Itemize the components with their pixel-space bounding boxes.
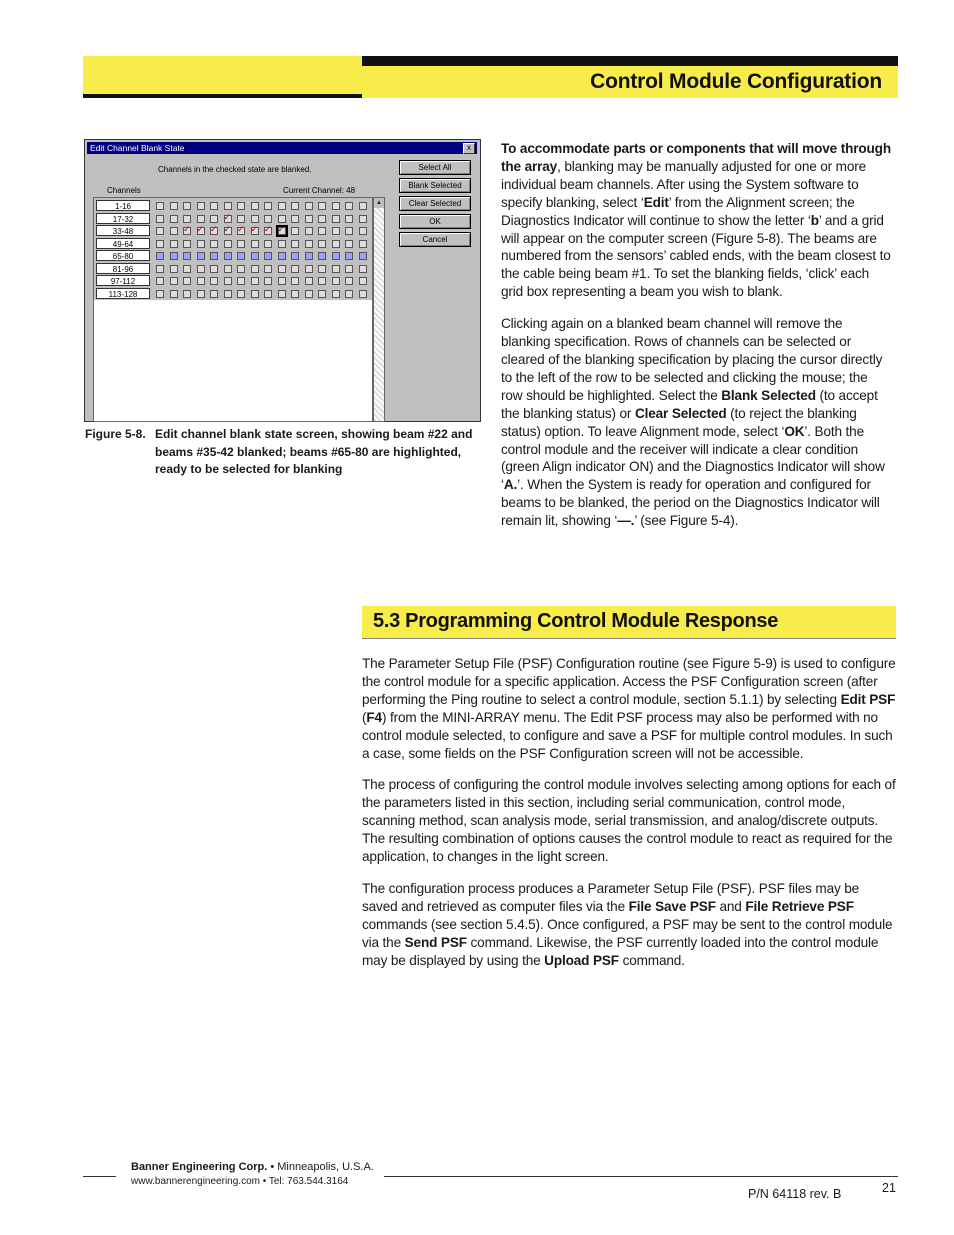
beam-checkbox[interactable] xyxy=(359,202,367,210)
beam-checkbox[interactable] xyxy=(170,277,178,285)
channel-rows xyxy=(94,198,372,300)
beam-checkbox[interactable] xyxy=(170,240,178,248)
paragraph-clicking: Clicking again on a blanked beam channel will remove the blanking specification. Rows of channels can be selected or cleared of the blanking specification by placing the cursor directly to the left of the row to be selected and clicking the mouse; the row should be highlighted. Select the Blank Selected (to accept the blanking status) or Clear Selected (to reject the blanking status) option. To leave Alignment mode, select ‘OK’. Both the control module and the receiver will indicate a clear condition (green Align indicator ON) and the Diagnostics Indicator will show ‘A.’. When the System is ready for operation and configured for beams to be blanked, the period on the Diagnostics Indicator will remain lit, showing ‘—.’ (see Figure 5-4). xyxy=(501,316,885,529)
channel-row[interactable] xyxy=(94,250,372,262)
beam-checkbox[interactable] xyxy=(251,240,259,248)
channel-row-label[interactable]: 81-96 xyxy=(96,263,150,274)
beam-checkbox[interactable] xyxy=(278,240,286,248)
caption-label: Figure 5-8. xyxy=(85,427,146,441)
channel-row-label[interactable]: 65-80 xyxy=(96,250,150,261)
beam-checkbox[interactable] xyxy=(224,290,232,298)
beam-checkbox[interactable] xyxy=(332,277,340,285)
channel-row[interactable] xyxy=(94,200,372,212)
beam-checkbox[interactable] xyxy=(251,290,259,298)
blank-selected-button[interactable]: Blank Selected xyxy=(399,178,471,193)
beam-checkbox[interactable] xyxy=(183,265,191,273)
beam-checkbox[interactable] xyxy=(359,215,367,223)
beam-checkbox[interactable] xyxy=(332,240,340,248)
beam-checkbox[interactable] xyxy=(210,252,218,260)
beam-checkbox[interactable] xyxy=(183,202,191,210)
beam-checkbox[interactable] xyxy=(345,215,353,223)
beam-checkbox[interactable] xyxy=(332,290,340,298)
beam-checkbox[interactable] xyxy=(305,240,313,248)
beam-checkbox[interactable] xyxy=(359,265,367,273)
footer-rule-right xyxy=(384,1176,898,1177)
beam-checkbox[interactable] xyxy=(305,215,313,223)
beam-checkbox[interactable] xyxy=(291,227,299,235)
beam-checkbox[interactable] xyxy=(332,265,340,273)
channel-row-label[interactable]: 17-32 xyxy=(96,213,150,224)
beam-checkbox[interactable] xyxy=(359,240,367,248)
beam-checkbox[interactable] xyxy=(332,252,340,260)
beam-checkbox[interactable] xyxy=(318,290,326,298)
beam-checkbox[interactable] xyxy=(197,227,205,235)
beam-checkbox[interactable] xyxy=(156,215,164,223)
beam-checkbox[interactable] xyxy=(305,265,313,273)
beam-checkbox[interactable] xyxy=(291,240,299,248)
beam-checkbox[interactable] xyxy=(170,202,178,210)
beam-checkbox[interactable] xyxy=(345,240,353,248)
beam-checkbox[interactable] xyxy=(210,277,218,285)
beam-checkbox[interactable] xyxy=(318,215,326,223)
dialog-note: Channels in the checked state are blanked. xyxy=(158,165,312,174)
close-icon[interactable]: x xyxy=(463,143,475,154)
beam-checkbox[interactable] xyxy=(291,202,299,210)
beam-checkbox[interactable] xyxy=(264,227,272,235)
beam-checkbox[interactable] xyxy=(345,227,353,235)
beam-checkbox[interactable] xyxy=(237,252,245,260)
beam-checkbox[interactable] xyxy=(345,290,353,298)
beam-checkbox[interactable] xyxy=(251,252,259,260)
beam-checkbox[interactable] xyxy=(197,240,205,248)
beam-checkbox[interactable] xyxy=(291,215,299,223)
beam-checkbox[interactable] xyxy=(359,252,367,260)
beam-checkbox[interactable] xyxy=(197,252,205,260)
beam-checkbox[interactable] xyxy=(156,240,164,248)
beam-checkbox[interactable] xyxy=(318,202,326,210)
beam-checkbox[interactable] xyxy=(264,290,272,298)
beam-checkbox[interactable] xyxy=(332,227,340,235)
beam-checkbox[interactable] xyxy=(278,202,286,210)
beam-checkbox[interactable] xyxy=(197,290,205,298)
footer-contact: www.bannerengineering.com • Tel: 763.544.3164 xyxy=(131,1176,349,1187)
beam-checkbox[interactable] xyxy=(183,227,191,235)
beam-checkbox[interactable] xyxy=(251,215,259,223)
beam-checkbox[interactable] xyxy=(305,227,313,235)
beam-checkbox[interactable] xyxy=(237,277,245,285)
beam-checkbox[interactable] xyxy=(170,252,178,260)
beam-checkbox[interactable] xyxy=(332,202,340,210)
beam-checkbox[interactable] xyxy=(183,277,191,285)
beam-checkbox[interactable] xyxy=(278,277,286,285)
beam-checkbox[interactable] xyxy=(305,202,313,210)
dialog-titlebar xyxy=(87,142,477,154)
beam-checkbox[interactable] xyxy=(278,265,286,273)
beam-checkbox[interactable] xyxy=(305,290,313,298)
paragraph-process: The process of configuring the control module involves selecting among options for each of the parameters listed in this section, including serial communication, control mode, scanning method, scan analysis mode, serial transmission, and analog/discrete outputs. The resulting combination of options causes the control module to react as required for the application, to changes in the light screen. xyxy=(362,777,896,865)
beam-checkbox[interactable] xyxy=(278,252,286,260)
beam-checkbox[interactable] xyxy=(224,252,232,260)
beam-checkbox[interactable] xyxy=(278,227,286,235)
beam-checkbox[interactable] xyxy=(318,252,326,260)
dialog-title: Edit Channel Blank State xyxy=(90,143,185,153)
beam-checkbox[interactable] xyxy=(210,240,218,248)
beam-checkbox[interactable] xyxy=(197,265,205,273)
beam-checkbox[interactable] xyxy=(251,202,259,210)
beam-checkbox[interactable] xyxy=(318,265,326,273)
clear-selected-button[interactable]: Clear Selected xyxy=(399,196,471,211)
channel-grid xyxy=(93,197,373,422)
beam-checkbox[interactable] xyxy=(291,252,299,260)
beam-checkbox[interactable] xyxy=(210,227,218,235)
beam-checkbox[interactable] xyxy=(345,202,353,210)
beam-checkbox[interactable] xyxy=(278,215,286,223)
beam-checkbox[interactable] xyxy=(183,240,191,248)
beam-checkbox[interactable] xyxy=(264,240,272,248)
footer-company: Banner Engineering Corp. • Minneapolis, U.S.A. xyxy=(131,1161,374,1173)
beam-checkbox[interactable] xyxy=(237,227,245,235)
beam-checkbox[interactable] xyxy=(318,277,326,285)
current-channel: Current Channel: 48 xyxy=(283,186,356,195)
beam-checkbox[interactable] xyxy=(197,215,205,223)
paragraph-psf-files: The configuration process produces a Parameter Setup File (PSF). PSF files may be saved and retrieved as computer files via the File Save PSF and File Retrieve PSF commands (see section 5.4.5). Once configured, a PSF may be sent to the control module via the Send PSF command. Likewise, the PSF currently loaded into the control module may be displayed by using the Upload PSF command. xyxy=(362,880,893,968)
beam-checkbox[interactable] xyxy=(170,227,178,235)
beam-checkbox[interactable] xyxy=(197,202,205,210)
beam-checkbox[interactable] xyxy=(156,252,164,260)
beam-checkbox[interactable] xyxy=(156,227,164,235)
beam-checkbox[interactable] xyxy=(318,240,326,248)
beam-checkbox[interactable] xyxy=(210,202,218,210)
beam-checkbox[interactable] xyxy=(224,202,232,210)
channel-row[interactable] xyxy=(94,275,372,287)
beam-checkbox[interactable] xyxy=(156,290,164,298)
beam-checkbox[interactable] xyxy=(291,290,299,298)
header-rule-top xyxy=(362,56,898,66)
beam-checkbox[interactable] xyxy=(291,265,299,273)
beam-checkbox[interactable] xyxy=(237,202,245,210)
beam-checkbox[interactable] xyxy=(251,227,259,235)
page-title: Control Module Configuration xyxy=(590,70,882,93)
beam-checkbox[interactable] xyxy=(359,277,367,285)
header-rule-left xyxy=(83,94,362,98)
beam-checkbox[interactable] xyxy=(237,215,245,223)
beam-checkbox[interactable] xyxy=(224,265,232,273)
beam-checkbox[interactable] xyxy=(251,265,259,273)
beam-checkbox[interactable] xyxy=(359,227,367,235)
beam-checkbox[interactable] xyxy=(156,265,164,273)
beam-checkbox[interactable] xyxy=(224,277,232,285)
beam-checkbox[interactable] xyxy=(251,277,259,285)
beam-checkbox[interactable] xyxy=(197,277,205,285)
beam-checkbox[interactable] xyxy=(359,290,367,298)
beam-checkbox[interactable] xyxy=(305,252,313,260)
cancel-button[interactable]: Cancel xyxy=(399,232,471,247)
channel-row[interactable] xyxy=(94,263,372,275)
beam-checkbox[interactable] xyxy=(210,290,218,298)
beam-checkbox[interactable] xyxy=(237,290,245,298)
beam-checkbox[interactable] xyxy=(170,290,178,298)
channel-row-label[interactable]: 49-64 xyxy=(96,238,150,249)
beam-checkbox[interactable] xyxy=(170,215,178,223)
beam-checkbox[interactable] xyxy=(278,290,286,298)
footer-part-number: P/N 64118 rev. B xyxy=(748,1187,842,1201)
beam-checkbox[interactable] xyxy=(264,277,272,285)
channel-row-label[interactable]: 97-112 xyxy=(96,275,150,286)
beam-checkbox[interactable] xyxy=(345,252,353,260)
beam-checkbox[interactable] xyxy=(318,227,326,235)
select-all-button[interactable]: Select All xyxy=(399,160,471,175)
ok-button[interactable]: OK xyxy=(399,214,471,229)
scroll-up-icon[interactable]: ▲ xyxy=(374,198,384,208)
beam-checkbox[interactable] xyxy=(224,240,232,248)
beam-checkbox[interactable] xyxy=(305,277,313,285)
beam-checkbox[interactable] xyxy=(156,277,164,285)
footer-rule-left xyxy=(83,1176,116,1177)
beam-checkbox[interactable] xyxy=(210,215,218,223)
channels-label: Channels xyxy=(107,186,141,195)
beam-checkbox[interactable] xyxy=(183,290,191,298)
beam-checkbox[interactable] xyxy=(156,202,164,210)
beam-checkbox[interactable] xyxy=(264,265,272,273)
beam-checkbox[interactable] xyxy=(224,227,232,235)
beam-checkbox[interactable] xyxy=(264,215,272,223)
channel-row[interactable] xyxy=(94,213,372,225)
beam-checkbox[interactable] xyxy=(345,265,353,273)
caption-text: Edit channel blank state screen, showing beam #22 and beams #35-42 blanked; beams #65-80 are highlighted, ready to be selected for blanking xyxy=(155,427,473,476)
channel-row-label[interactable]: 1-16 xyxy=(96,200,150,211)
beam-checkbox[interactable] xyxy=(291,277,299,285)
section-title: 5.3 Programming Control Module Response xyxy=(373,610,779,632)
beam-checkbox[interactable] xyxy=(237,240,245,248)
paragraph-psf-intro: The Parameter Setup File (PSF) Configuration routine (see Figure 5-9) is used to configure the control module for a specific application. Access the PSF Configuration screen (after performing the Ping routine to select a control module, section 5.1.1) by selecting Edit PSF (F4) from the MINI-ARRAY menu. The Edit PSF process may also be performed with no control module selected, to configure and save a PSF for multiple control modules. In such a case, some fields on the PSF Configuration screen will not be accessible. xyxy=(362,656,896,761)
beam-checkbox[interactable] xyxy=(224,215,232,223)
scrollbar[interactable] xyxy=(373,197,385,422)
channel-row[interactable] xyxy=(94,238,372,250)
channel-row-label[interactable]: 113-128 xyxy=(96,288,150,299)
channel-row-label[interactable]: 33-48 xyxy=(96,225,150,236)
beam-checkbox[interactable] xyxy=(345,277,353,285)
beam-checkbox[interactable] xyxy=(332,215,340,223)
section-body xyxy=(362,655,896,984)
edit-channel-dialog xyxy=(84,139,481,422)
beam-checkbox[interactable] xyxy=(183,215,191,223)
beam-checkbox[interactable] xyxy=(183,252,191,260)
beam-checkbox[interactable] xyxy=(210,265,218,273)
beam-checkbox[interactable] xyxy=(264,202,272,210)
beam-checkbox[interactable] xyxy=(264,252,272,260)
right-column xyxy=(501,140,891,544)
paragraph-blanking: To accommodate parts or components that will move through the array, blanking may be manually adjusted for one or more individual beam channels. After using the System software to specify blanking, select ‘Edit’ from the Alignment screen; the Diagnostics Indicator will continue to show the letter ‘b’ and a grid will appear on the computer screen (Figure 5-8). The beams are numbered from the sensors’ cabled ends, with the beam closest to the cable being beam #1. To set the blanking fields, ‘click’ each grid box representing a beam you wish to blank. xyxy=(501,141,891,300)
beam-checkbox[interactable] xyxy=(170,265,178,273)
page-number: 21 xyxy=(882,1181,896,1195)
channel-row[interactable] xyxy=(94,288,372,300)
channel-row[interactable] xyxy=(94,225,372,237)
beam-checkbox[interactable] xyxy=(237,265,245,273)
